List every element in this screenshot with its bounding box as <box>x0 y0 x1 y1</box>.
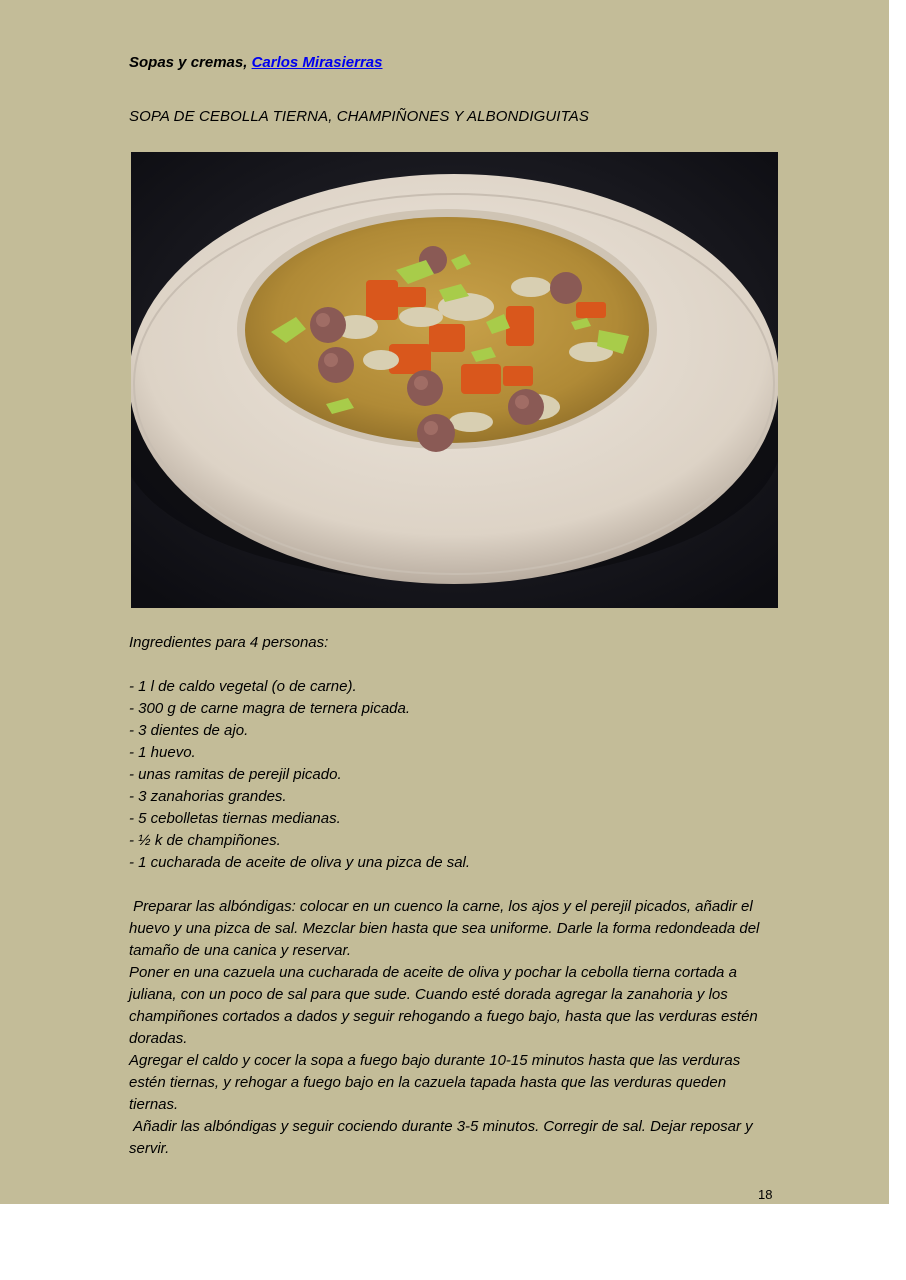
step-paragraph: Poner en una cazuela una cucharada de aceite de oliva y pochar la cebolla tierna cortada a juliana, con un poco de sal para que sude. Cuando esté dorada agregar la zanahoria y los champiñones cortados a dados y seguir rehogando a fuego bajo, hasta que las verduras estén doradas. <box>129 964 758 1047</box>
ingredient-item: - 3 zanahorias grandes. <box>129 788 287 805</box>
page-number: 18 <box>758 1187 773 1202</box>
ingredients-heading: Ingredientes para 4 personas: <box>129 634 329 651</box>
recipe-title: SOPA DE CEBOLLA TIERNA, CHAMPIÑONES Y ALBONDIGUITAS <box>129 108 589 125</box>
soup-photo <box>131 152 778 608</box>
category-label: Sopas y cremas, <box>129 54 248 71</box>
ingredient-item: - 3 dientes de ajo. <box>129 722 249 739</box>
ingredient-item: - 1 l de caldo vegetal (o de carne). <box>129 678 357 695</box>
author-link[interactable]: Carlos Mirasierras <box>251 54 383 71</box>
ingredient-item: - ½ k de champiñones. <box>129 832 281 849</box>
step-paragraph: Agregar el caldo y cocer la sopa a fuego bajo durante 10-15 minutos hasta que las verduras estén tiernas, y rehogar a fuego bajo en la cazuela tapada hasta que las verduras queden tiernas. <box>129 1052 741 1113</box>
step-paragraph: Añadir las albóndigas y seguir cociendo durante 3-5 minutos. Corregir de sal. Dejar reposar y servir. <box>129 1118 757 1157</box>
ingredient-item: - 300 g de carne magra de ternera picada. <box>129 700 411 717</box>
ingredient-item: - 5 cebolletas tiernas medianas. <box>129 810 341 827</box>
recipe-body <box>129 632 779 1160</box>
ingredient-item: - unas ramitas de perejil picado. <box>129 766 342 783</box>
ingredient-item: - 1 huevo. <box>129 744 196 761</box>
step-paragraph: Preparar las albóndigas: colocar en un cuenco la carne, los ajos y el perejil picados, añadir el huevo y una pizca de sal. Mezclar bien hasta que sea uniforme. Darle la forma redondeada del tamaño de una canica y reservar. <box>129 898 764 959</box>
page-header <box>129 54 382 71</box>
ingredient-item: - 1 cucharada de aceite de oliva y una pizca de sal. <box>129 854 471 871</box>
